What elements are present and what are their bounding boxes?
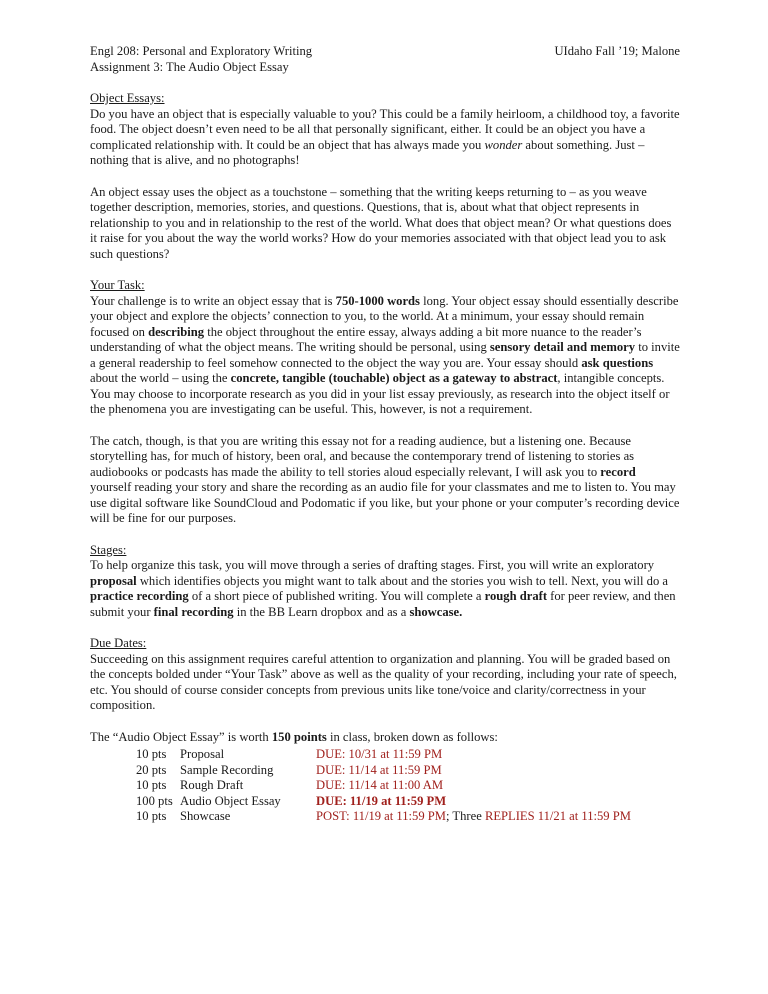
text-run: to invite a general readership to feel somehow connected to the object the way you are. Your essay should <box>90 340 680 370</box>
bold-ask-questions: ask questions <box>581 355 654 370</box>
replies-date: REPLIES 11/21 at 11:59 PM <box>484 809 631 823</box>
table-row <box>136 763 631 779</box>
points-intro <box>90 730 680 746</box>
due-date <box>316 809 631 825</box>
assignment-title: Assignment 3: The Audio Object Essay <box>90 59 289 74</box>
text-run: in class, broken down as follows: <box>326 729 498 744</box>
text-run: long. Your object essay should essentially describe your object and explore the objects’ connection to you, to the world. At a minimum, your essay should remain focused on <box>90 293 679 339</box>
text-run: Your challenge is to write an object essay that is <box>90 293 336 308</box>
text-run: of a short piece of published writing. You will complete a <box>188 589 485 603</box>
object-essays-heading: Object Essays: <box>90 91 165 105</box>
points-value: 20 pts <box>136 762 167 777</box>
text-run: , intangible concepts. You may choose to incorporate research as you did in your list essay previously, as research into the object itself or the phenomena you are investigating can be useful. This, however, is not a requirement. <box>90 371 670 416</box>
table-row <box>136 747 631 763</box>
points-value: 10 pts <box>136 778 167 792</box>
item-name: Rough Draft <box>180 778 244 792</box>
points-table <box>136 747 631 825</box>
points-section <box>90 730 680 825</box>
text-run: for peer review, and then submit your <box>90 589 676 619</box>
course-title: Engl 208: Personal and Exploratory Writing <box>90 44 313 58</box>
bold-final-recording: final recording <box>153 604 234 619</box>
text-run: ; Three <box>446 809 485 823</box>
due-dates-section <box>90 636 680 714</box>
your-task-paragraph-2 <box>90 434 680 527</box>
points-value: 10 pts <box>136 809 167 823</box>
due-dates-paragraph: Succeeding on this assignment requires careful attention to organization and planning. You will be graded based on the concepts bolded under “Your Task” above as well as the quality of your recording, including your rate of speech, etc. You should of course consider concepts from previous units like tone/voice and clarity/correctness in your composition. <box>90 651 677 712</box>
post-date: POST: 11/19 at 11:59 PM <box>316 809 446 823</box>
text-run: in the BB Learn dropbox and as a <box>233 604 410 619</box>
stages-paragraph <box>90 558 680 620</box>
your-task-paragraph-1 <box>90 294 680 418</box>
header-line <box>90 44 680 60</box>
due-dates-heading: Due Dates: <box>90 636 147 650</box>
wonder-emphasis: wonder <box>484 137 523 152</box>
document-page <box>90 44 680 825</box>
text-run: which identifies objects you might want to talk about and the stories you wish to tell. Next, you will do a <box>136 573 668 588</box>
bold-record: record <box>600 464 636 479</box>
item-name: Showcase <box>180 809 231 823</box>
due-date: DUE: 10/31 at 11:59 PM <box>316 747 443 761</box>
text-run: about the world – using the <box>90 371 231 385</box>
text-run: yourself reading your story and share the recording as an audio file for your classmates and me to listen to. You may use digital software like SoundCloud and Podomatic if you like, but your phone or your computer’s recording device will be fine for our purposes. <box>90 480 680 525</box>
points-value: 100 pts <box>136 793 173 808</box>
due-date: DUE: 11/19 at 11:59 PM <box>316 793 447 808</box>
item-name: Audio Object Essay <box>180 793 281 808</box>
due-date: DUE: 11/14 at 11:59 PM <box>316 762 442 777</box>
text-run: the object throughout the entire essay, always adding a bit more nuance to the reader’s understanding of what the object means. The writing should be personal, using <box>90 324 642 354</box>
stages-section <box>90 543 680 621</box>
bold-word-count: 750-1000 words <box>335 293 420 308</box>
table-row <box>136 778 631 794</box>
text-run: The “Audio Object Essay” is worth <box>90 729 272 744</box>
bold-describing: describing <box>148 324 205 339</box>
bold-showcase: showcase. <box>409 604 463 619</box>
object-essays-paragraph-1 <box>90 107 680 169</box>
bold-practice-recording: practice recording <box>90 589 189 603</box>
table-row <box>136 794 631 810</box>
bold-sensory-detail: sensory detail and memory <box>489 340 636 354</box>
object-essays-paragraph-2: An object essay uses the object as a touchstone – something that the writing keeps returning to – as you weave together description, memories, stories, and questions. Questions, that is, about what that object represents in relationship to you and in relationship to the rest of the world. What does that object mean? Or what questions does it raise for you about the way the world works? How do your memories associated with that object lead you to ask such questions? <box>90 184 672 261</box>
item-name: Proposal <box>180 747 225 761</box>
bold-rough-draft: rough draft <box>484 589 548 603</box>
text-run: about something. Just – nothing that is alive, and no photographs! <box>90 137 645 167</box>
stages-heading: Stages: <box>90 542 127 557</box>
text-run: To help organize this task, you will move through a series of drafting stages. First, you will write an exploratory <box>90 558 655 572</box>
text-run: Do you have an object that is especially valuable to you? This could be a family heirloom, a childhood toy, a favorite food. The object doesn’t even need to be all that personally significant, either. It could be an object you have a complicated relationship with. It could be an object that has always made you <box>90 106 680 152</box>
table-row <box>136 809 631 825</box>
your-task-section <box>90 278 680 527</box>
bold-proposal: proposal <box>90 573 137 588</box>
due-date: DUE: 11/14 at 11:00 AM <box>316 778 444 792</box>
text-run: The catch, though, is that you are writing this essay not for a reading audience, but a listening one. Because storytelling has, for much of history, been oral, and because the contemporary trend of listening to stories as audiobooks or podcasts has made the ability to tell stories aloud especially relevant, I will ask you to <box>90 433 635 479</box>
your-task-heading: Your Task: <box>90 278 145 292</box>
points-value: 10 pts <box>136 747 167 761</box>
object-essays-section <box>90 91 680 262</box>
bold-150-points: 150 points <box>271 729 327 744</box>
item-name: Sample Recording <box>180 762 274 777</box>
bold-concrete-object: concrete, tangible (touchable) object as a gateway to abstract <box>230 371 558 385</box>
term-label: UIdaho Fall ’19; Malone <box>554 44 680 58</box>
